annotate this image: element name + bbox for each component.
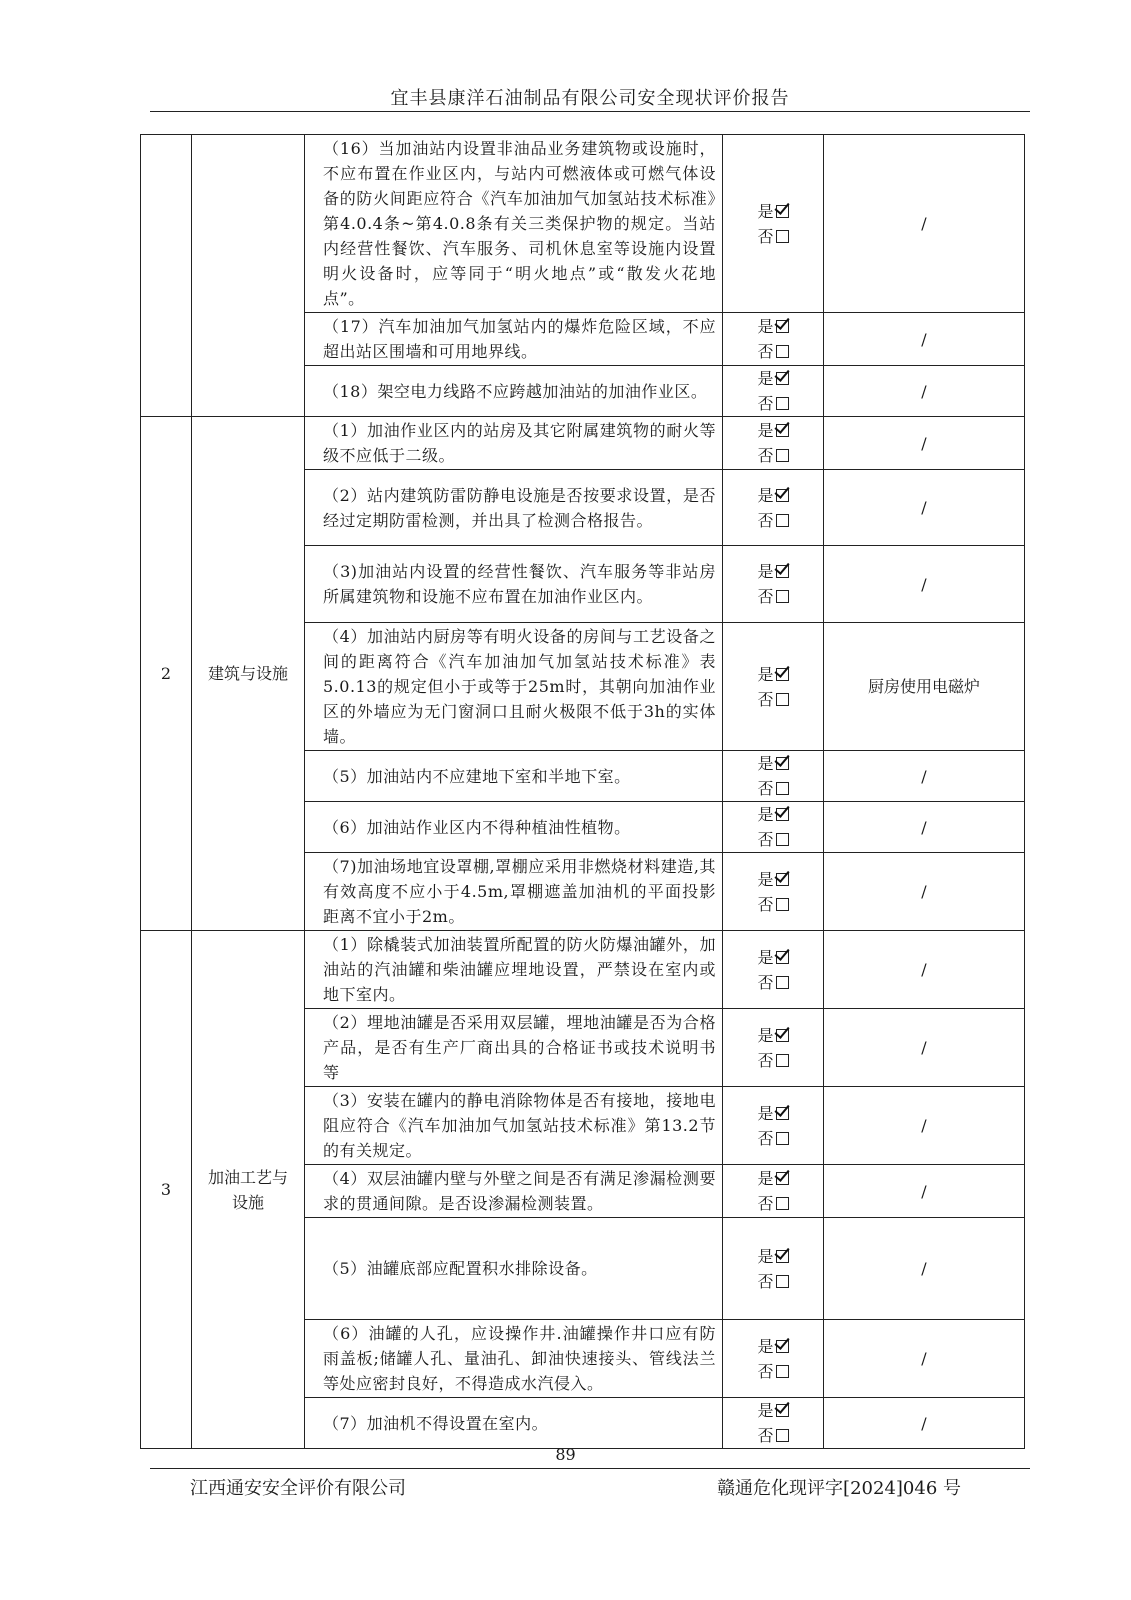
compliance-check (723, 470, 824, 546)
requirement-text: （6）油罐的人孔，应设操作井.油罐操作井口应有防雨盖板;储罐人孔、量油孔、卸油快速接头、管线法兰等处应密封良好，不得造成水汽侵入。 (305, 1320, 723, 1398)
empty-box-icon (776, 345, 789, 358)
no-label: 否 (757, 689, 774, 709)
checked-box-icon (776, 951, 789, 964)
no-label: 否 (757, 1426, 774, 1445)
compliance-check (723, 1165, 824, 1218)
requirement-text: （4）加油站内厨房等有明火设备的房间与工艺设备之间的距离符合《汽车加油加气加氢站技术标准》表5.0.13的规定但小于或等于25m时，其朝向加油作业区的外墙应为无门窗洞口且耐火极限不低于3h的实体墙。 (305, 623, 723, 751)
requirement-text: （7）加油机不得设置在室内。 (305, 1398, 723, 1449)
checked-box-icon (776, 1250, 789, 1263)
yes-label: 是 (757, 869, 774, 889)
empty-box-icon (776, 898, 789, 911)
checked-box-icon (776, 808, 789, 821)
empty-box-icon (776, 1365, 789, 1378)
remark: / (824, 135, 1025, 313)
compliance-check (723, 135, 824, 313)
requirement-text: （4）双层油罐内壁与外壁之间是否有满足渗漏检测要求的贯通间隙。是否设渗漏检测装置。 (305, 1165, 723, 1218)
remark: / (824, 751, 1025, 802)
checked-box-icon (776, 320, 789, 333)
empty-box-icon (776, 397, 789, 410)
empty-box-icon (776, 449, 789, 462)
yes-label: 是 (757, 1336, 774, 1356)
checked-box-icon (776, 565, 789, 578)
remark: / (824, 1165, 1025, 1218)
page-header-title: 宜丰县康洋石油制品有限公司安全现状评价报告 (390, 88, 790, 109)
table-row (141, 931, 1025, 1009)
yes-label: 是 (757, 1169, 774, 1188)
compliance-check (723, 1009, 824, 1087)
no-label: 否 (757, 510, 774, 530)
empty-box-icon (776, 230, 789, 243)
remark: / (824, 853, 1025, 931)
header-divider (150, 111, 1030, 112)
remark: / (824, 470, 1025, 546)
yes-label: 是 (757, 317, 774, 336)
compliance-check (723, 546, 824, 623)
table-row (141, 135, 1025, 313)
remark: / (824, 1320, 1025, 1398)
checked-box-icon (776, 489, 789, 502)
yes-label: 是 (757, 1246, 774, 1266)
requirement-text: （5）加油站内不应建地下室和半地下室。 (305, 751, 723, 802)
footer-company: 江西通安安全评价有限公司 (190, 1478, 406, 1499)
table-row (141, 417, 1025, 470)
empty-box-icon (776, 1275, 789, 1288)
compliance-check (723, 931, 824, 1009)
requirement-text: （3）安装在罐内的静电消除物体是否有接地，接地电阻应符合《汽车加油加气加氢站技术标准》第13.2节的有关规定。 (305, 1087, 723, 1165)
requirement-text: （6）加油站作业区内不得种植油性植物。 (305, 802, 723, 853)
section-category: 加油工艺与设施 (192, 931, 305, 1449)
empty-box-icon (776, 693, 789, 706)
remark: / (824, 313, 1025, 366)
no-label: 否 (757, 226, 774, 246)
requirement-text: （2）埋地油罐是否采用双层罐，埋地油罐是否为合格产品，是否有生产厂商出具的合格证书或技术说明书等 (305, 1009, 723, 1087)
checked-box-icon (776, 1107, 789, 1120)
yes-label: 是 (757, 947, 774, 967)
compliance-check (723, 853, 824, 931)
no-label: 否 (757, 587, 774, 606)
compliance-check (723, 802, 824, 853)
requirement-text: （17）汽车加油加气加氢站内的爆炸危险区域，不应超出站区围墙和可用地界线。 (305, 313, 723, 366)
yes-label: 是 (757, 664, 774, 684)
requirement-text: （2）站内建筑防雷防静电设施是否按要求设置，是否经过定期防雷检测，并出具了检测合格报告。 (305, 470, 723, 546)
section-number: 3 (141, 931, 192, 1449)
footer-divider (150, 1468, 1030, 1469)
remark: / (824, 1087, 1025, 1165)
no-label: 否 (757, 1050, 774, 1070)
requirement-text: （3)加油站内设置的经营性餐饮、汽车服务等非站房所属建筑物和设施不应布置在加油作业区内。 (305, 546, 723, 623)
empty-box-icon (776, 1429, 789, 1442)
checked-box-icon (776, 757, 789, 770)
compliance-check (723, 751, 824, 802)
checked-box-icon (776, 1404, 789, 1417)
yes-label: 是 (757, 201, 774, 221)
yes-label: 是 (757, 485, 774, 505)
yes-label: 是 (757, 1103, 774, 1123)
no-label: 否 (757, 972, 774, 992)
compliance-check (723, 1320, 824, 1398)
checked-box-icon (776, 1029, 789, 1042)
no-label: 否 (757, 394, 774, 413)
no-label: 否 (757, 446, 774, 465)
section-number: 2 (141, 417, 192, 931)
footer-doc-number: 赣通危化现评字[2024]046 号 (717, 1478, 961, 1499)
yes-label: 是 (757, 805, 774, 824)
yes-label: 是 (757, 1401, 774, 1420)
requirement-text: （1）加油作业区内的站房及其它附属建筑物的耐火等级不应低于二级。 (305, 417, 723, 470)
empty-box-icon (776, 1197, 789, 1210)
remark: / (824, 931, 1025, 1009)
remark: 厨房使用电磁炉 (824, 623, 1025, 751)
checked-box-icon (776, 424, 789, 437)
yes-label: 是 (757, 754, 774, 773)
no-label: 否 (757, 1128, 774, 1148)
checked-box-icon (776, 1172, 789, 1185)
remark: / (824, 366, 1025, 417)
remark: / (824, 417, 1025, 470)
section-number (141, 135, 192, 417)
yes-label: 是 (757, 1025, 774, 1045)
empty-box-icon (776, 782, 789, 795)
yes-label: 是 (757, 562, 774, 581)
remark: / (824, 546, 1025, 623)
no-label: 否 (757, 830, 774, 849)
no-label: 否 (757, 779, 774, 798)
no-label: 否 (757, 1194, 774, 1213)
section-category (192, 135, 305, 417)
no-label: 否 (757, 1271, 774, 1291)
empty-box-icon (776, 976, 789, 989)
empty-box-icon (776, 1132, 789, 1145)
no-label: 否 (757, 894, 774, 914)
requirement-text: （16）当加油站内设置非油品业务建筑物或设施时，不应布置在作业区内，与站内可燃液体或可燃气体设备的防火间距应符合《汽车加油加气加氢站技术标准》第4.0.4条~第4.0.8条有关三类保护物的规定。当站内经营性餐饮、汽车服务、司机休息室等设施内设置明火设备时，应等同于“明火地点”或“散发火花地点”。 (305, 135, 723, 313)
page-number: 89 (555, 1445, 576, 1464)
no-label: 否 (757, 1361, 774, 1381)
compliance-check (723, 313, 824, 366)
checked-box-icon (776, 372, 789, 385)
compliance-check (723, 1087, 824, 1165)
requirement-text: （18）架空电力线路不应跨越加油站的加油作业区。 (305, 366, 723, 417)
checked-box-icon (776, 873, 789, 886)
compliance-check (723, 417, 824, 470)
remark: / (824, 802, 1025, 853)
empty-box-icon (776, 514, 789, 527)
requirement-text: （5）油罐底部应配置积水排除设备。 (305, 1218, 723, 1320)
checked-box-icon (776, 668, 789, 681)
remark: / (824, 1009, 1025, 1087)
compliance-check (723, 1218, 824, 1320)
requirement-text: （1）除橇装式加油装置所配置的防火防爆油罐外，加油站的汽油罐和柴油罐应埋地设置，严禁设在室内或地下室内。 (305, 931, 723, 1009)
empty-box-icon (776, 833, 789, 846)
checked-box-icon (776, 1340, 789, 1353)
no-label: 否 (757, 342, 774, 361)
remark: / (824, 1398, 1025, 1449)
remark: / (824, 1218, 1025, 1320)
evaluation-table (140, 134, 1025, 1449)
section-category: 建筑与设施 (192, 417, 305, 931)
checked-box-icon (776, 205, 789, 218)
empty-box-icon (776, 1054, 789, 1067)
compliance-check (723, 623, 824, 751)
yes-label: 是 (757, 421, 774, 440)
empty-box-icon (776, 590, 789, 603)
compliance-check (723, 366, 824, 417)
requirement-text: （7)加油场地宜设罩棚,罩棚应采用非燃烧材料建造,其有效高度不应小于4.5m,罩棚遮盖加油机的平面投影距离不宜小于2m。 (305, 853, 723, 931)
yes-label: 是 (757, 369, 774, 388)
compliance-check (723, 1398, 824, 1449)
